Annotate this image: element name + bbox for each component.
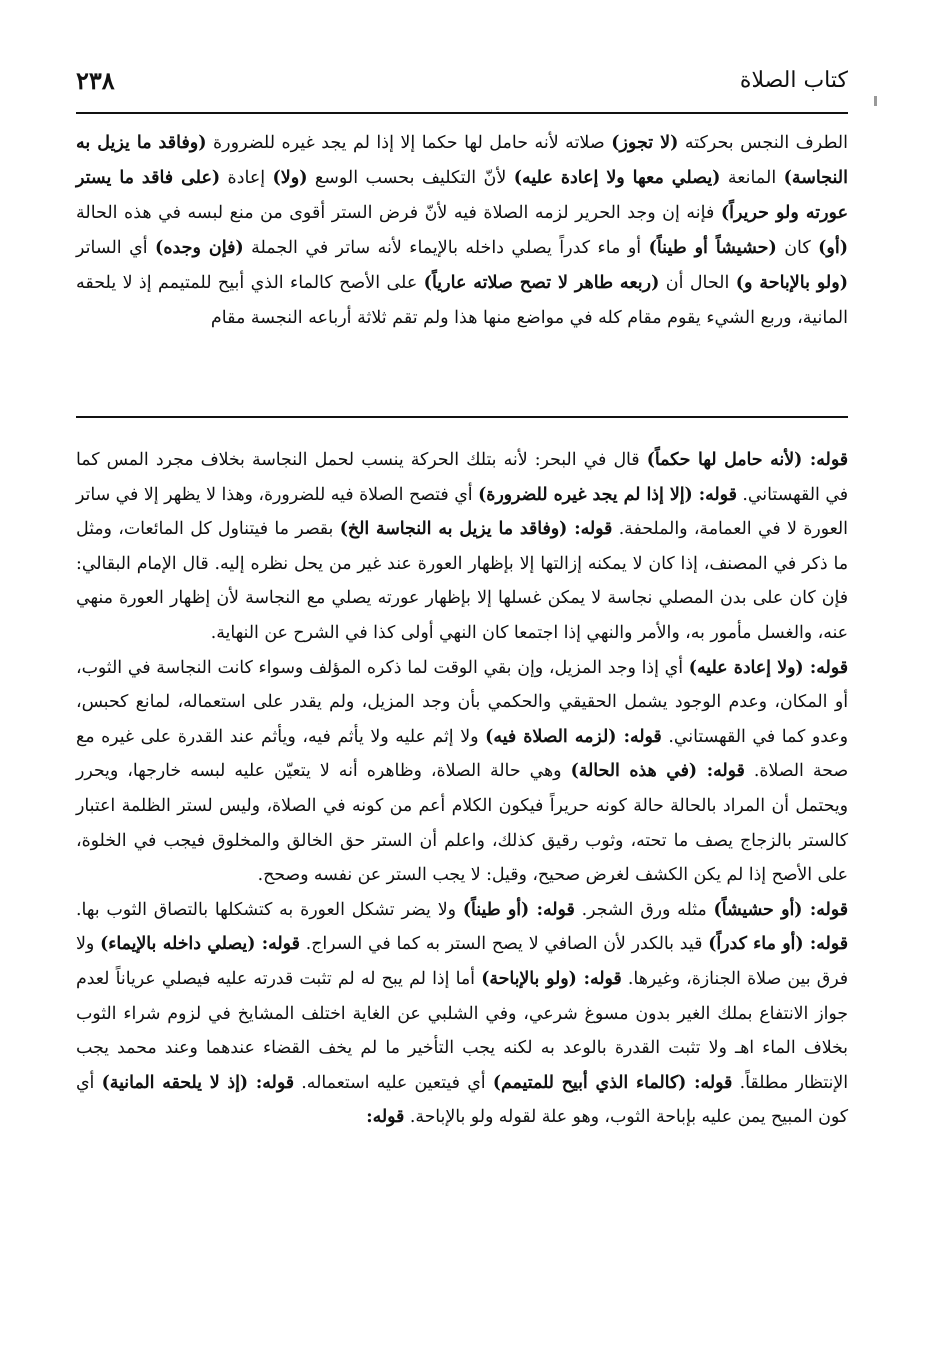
text-run: كان: [776, 238, 819, 258]
quoted-phrase: (ربعه طاهر لا تصح صلاته عارياً): [423, 273, 660, 293]
text-run: وهي حالة الصلاة، وظاهره أنه لا يتعيّن عليه لبسه خارجها، ويحرر ويحتمل أن المراد بالحالة حالة كونه حريراً فيكون الكلام أعم من كونه في الصلاة، وليس لستر الظلمة اعتبار كالستر بالزجاج يصف ما تحته، وثوب رقيق كذلك، واعلم أن الستر حق الخالق والمخلوق فيجب في الخلوة، على الأصح إذا لم يكن الكشف لغرض صحيح، وقيل: لا يجب الستر عن نفسه وصحح.: [76, 761, 848, 886]
text-run: صلاته لأنه حامل لها حكما إلا إذا لم يجد غيره للضرورة: [206, 133, 612, 153]
text-run: بقصر ما فيتناول كل المائعات، ومثل ما ذكر في المصنف، إذا كان لا يمكنه إزالتها إلا بإظهار العورة عند غير من يحل نظره إليه. قال الإمام البقالي: فإن كان على بدن المصلي نجاسة لا يمكن غسلها إلا بإظهار عورته يصلي مع النجاسة لأن إظهار العورة منهي عنه، والغسل مأمور به، والأمر والنهي إذا اجتمعا كان النهي أولى كذا في الشرح عن النهاية.: [76, 519, 848, 643]
commentary-paragraph: [76, 651, 848, 893]
commentary-lemma: قوله: (ولا إعادة عليه): [688, 657, 848, 678]
commentary-lemma: قوله: (إذ لا يلحقه المانية): [101, 1072, 295, 1093]
main-paragraph: [76, 126, 848, 336]
text-run: الحال أن: [659, 273, 736, 293]
margin-mark: [874, 96, 877, 106]
commentary-lemma: قوله: (أو طيناً): [462, 899, 575, 920]
text-run: على الأصح كالماء الذي أبيح للمتيمم إذ لا يلحقه المانية، وربع الشيء يقوم مقام كله في مواضع منها هذا ولم تقم ثلاثة أرباعه النجسة مقام: [76, 273, 848, 328]
quoted-phrase: (لا تجوز): [611, 133, 679, 153]
commentary-lemma: قوله: (لزمه الصلاة فيه): [485, 726, 662, 747]
commentary-lemma: قوله: (في هذه الحالة): [570, 761, 745, 782]
text-run: الطرف النجس بحركته: [678, 133, 848, 153]
text-run: ولا فرق بين صلاة الجنازة، وغيرها.: [76, 934, 849, 989]
text-run: ولا إثم عليه ولا يأثم فيه، ويأثم عند القدرة على غيره مع صحة الصلاة.: [76, 726, 848, 782]
text-run: أي فيتعين عليه استعماله.: [294, 1072, 493, 1093]
header-rule: [76, 112, 848, 114]
text-run: إعادة: [220, 168, 273, 188]
quoted-phrase: (على فاقد ما يستر عورته ولو حريراً): [76, 168, 849, 223]
commentary-lemma: قوله: (يصلي داخله بالإيماء): [100, 934, 300, 955]
commentary-lemma: قوله: (وفاقد ما يزيل به النجاسة الخ): [339, 519, 613, 540]
commentary-lemma: قوله:: [366, 1107, 405, 1128]
commentary-paragraph: [76, 893, 848, 1135]
commentary-lemma: قوله: (لأنه حامل لها حكماً): [646, 450, 849, 470]
text-run: قال في البحر: لأنه بتلك الحركة ينسب لحمل النجاسة بخلاف مجرد المس كما في القهستاني.: [76, 450, 849, 505]
text-run: أي إذا وجد المزيل، وإن بقي الوقت لما ذكره المؤلف وسواء كانت النجاسة في الثوب، أو المكان، وعدم الوجود يشمل الحقيقي والحكمي بأن وجد المزيل، ولم يقدر على استعماله، لمانع كحبس، وعدو كما في القهستاني.: [76, 657, 848, 747]
quoted-phrase: (ولو بالإباحة و): [735, 273, 848, 293]
book-title: كتاب الصلاة: [739, 67, 848, 93]
quoted-phrase: (يصلي معها ولا إعادة عليه): [513, 168, 721, 188]
text-run: ولا يضر تشكل العورة به كتشكلها بالتصاق الثوب بها.: [76, 899, 463, 920]
page-number: ٢٣٨: [76, 65, 115, 95]
text-run: مثله ورق الشجر.: [574, 899, 714, 920]
text-run: أما إذا لم يبح له لم تثبت قدرته عليه فيصلي عرياناً لعدم جواز الانتفاع بملك الغير بدون مسوغ شرعي، وفي الشلبي عن الغاية اختلف المشايخ في لزوم شراء الثوب بخلاف الماء اهـ ولا تثبت القدرة بالوعد به لكنه يجب التأخير ما لم يخف القضاء عندهما وعند محمد يجب الإنتظار مطلقاً.: [76, 968, 848, 1093]
section-divider: [76, 416, 848, 418]
text-run: قيد بالكدر لأن الصافي لا يصح الستر به كما في السراج.: [299, 934, 709, 955]
quoted-phrase: (وفاقد ما يزيل به النجاسة): [76, 133, 848, 188]
text-run: المانعة: [720, 168, 784, 188]
text-run: أو ماء كدراً يصلي داخله بالإيماء لأنه ساتر في الجملة: [243, 238, 649, 258]
text-run: أي الساتر: [76, 238, 156, 258]
quoted-phrase: (فإن وجده): [155, 238, 244, 258]
text-run: فإنه إن وجد الحرير لزمه الصلاة فيه لأنّ فرض الستر أقوى من منع لبسه في هذه الحالة: [76, 203, 721, 223]
commentary-lemma: قوله: (أو ماء كدراً): [708, 934, 849, 955]
text-run: لأنّ التكليف بحسب الوسع: [307, 168, 514, 188]
quoted-phrase: (ولا): [272, 168, 308, 188]
quoted-phrase: (حشيشاً أو طيناً): [648, 238, 777, 258]
page-header: [76, 62, 848, 98]
commentary-lemma: قوله: (أو حشيشاً): [713, 899, 848, 920]
commentary-lemma: قوله: (كالماء الذي أبيح للمتيمم): [492, 1072, 733, 1093]
commentary-paragraph: [76, 443, 848, 651]
quoted-phrase: (أو): [818, 238, 848, 258]
text-run: أي فتصح الصلاة فيه للضرورة، وهذا لا يظهر إلا في ساتر العورة لا في العمامة، والملحفة.: [76, 484, 848, 540]
commentary-lemma: قوله: (إلا إذا لم يجد غيره للضرورة): [478, 484, 737, 505]
text-run: أي كون المبيح يمن عليه بإباحة الثوب، وهو علة لقوله ولو بالإباحة.: [76, 1072, 848, 1128]
commentary: [76, 443, 848, 1135]
commentary-lemma: قوله: (ولو بالإباحة): [481, 968, 622, 989]
main-text: [76, 126, 848, 336]
